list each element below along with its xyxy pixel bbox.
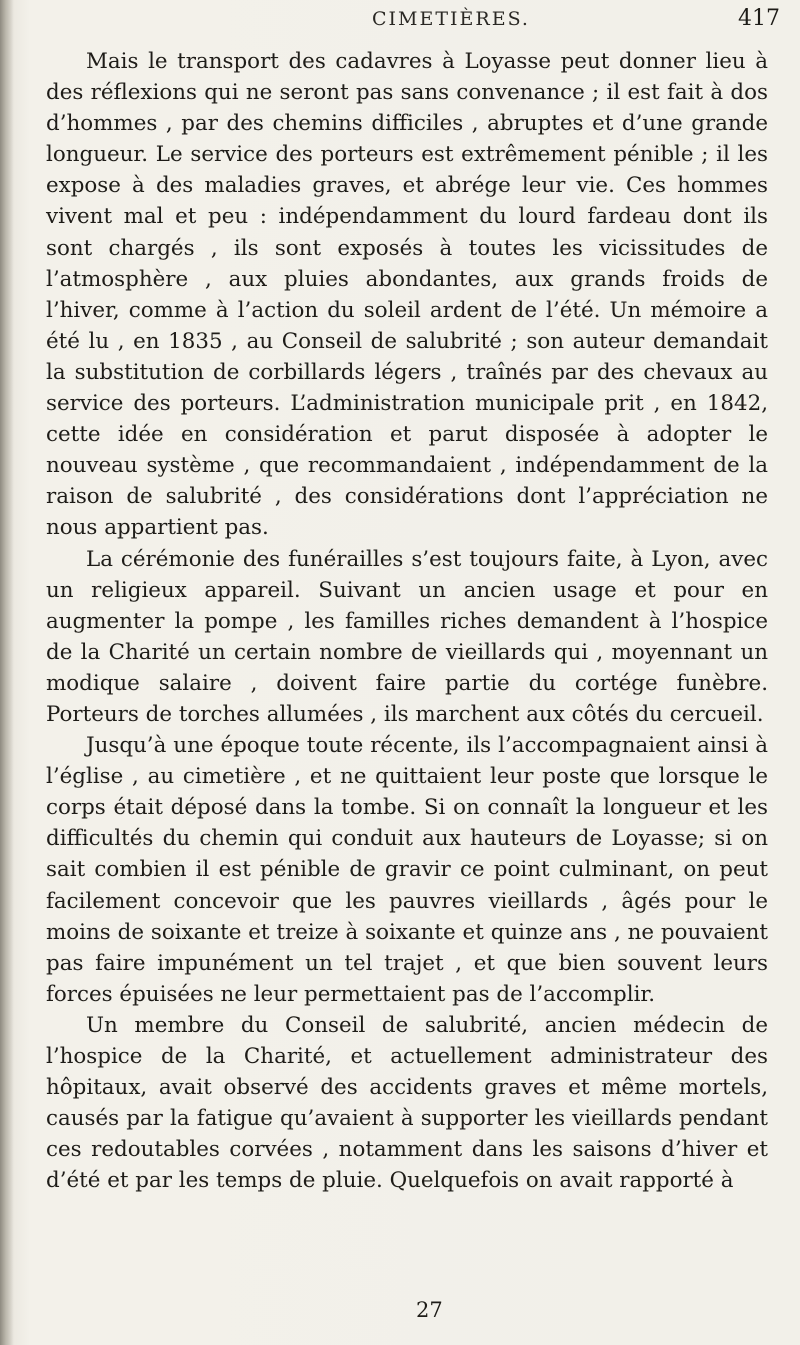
paragraph-ceremonie-funerailles: La cérémonie des funérailles s’est toujours faite, à Lyon, avec un religieux appareil. Suivant un ancien usage et pour en augmenter la pompe , les familles riches demandent à l’hospice de la Charité un certain nombre de vieillards qui , moyennant un modique salaire , doivent faire partie du cortége funèbre. Porteurs de torches allumées , ils marchent aux côtés du cercueil. xyxy=(46,546,768,727)
binding-gutter-shadow xyxy=(0,0,14,1345)
paragraph-membre-conseil: Un membre du Conseil de salubrité, ancien médecin de l’hospice de la Charité, et actuellement administrateur des hôpitaux, avait observé des accidents graves et même mortels, causés par la fatigue qu’avaient à supporter les vieillards pendant ces redoutables corvées , notamment dans les saisons d’hiver et d’été et par les temps de pluie. Quelquefois on avait rapporté à xyxy=(46,1012,768,1194)
paragraph-vieillards-cortege: Jusqu’à une époque toute récente, ils l’accompagnaient ainsi à l’église , au cimetière , et ne quittaient leur poste que lorsque le corps était déposé dans la tombe. Si on connaît la longueur et les difficultés du chemin qui conduit aux hauteurs de Loyasse; si on sait combien il est pénible de gravir ce point culminant, on peut facilement concevoir que les pauvres vieillards , âgés pour le moins de soixante et treize à soixante et quinze ans , ne pouvaient pas faire impunément un tel trajet , et que bien souvent leurs forces épuisées ne leur permettaient pas de l’accomplir. xyxy=(46,733,768,1007)
running-title: CIMETIÈRES. xyxy=(372,8,530,30)
signature-mark: 27 xyxy=(416,1298,443,1322)
page-number: 417 xyxy=(738,6,780,31)
body-text xyxy=(46,46,768,1196)
paragraph-transport-porteurs: Mais le transport des cadavres à Loyasse peut donner lieu à des réflexions qui ne seront pas sans convenance ; il est fait à dos d’hommes , par des chemins difficiles , abruptes et d’une grande longueur. Le service des porteurs est extrêmement pénible ; il les expose à des maladies graves, et abrége leur vie. Ces hommes vivent mal et peu : indépendamment du lourd fardeau dont ils sont chargés , ils sont exposés à toutes les vicissitudes de l’atmosphère , aux pluies abondantes, aux grands froids de l’hiver, comme à l’action du soleil ardent de l’été. Un mémoire a été lu , en 1835 , au Conseil de salubrité ; son auteur demandait la substitution de corbillards légers , traînés par des chevaux au service des porteurs. L’administration municipale prit , en 1842, cette idée en considération et parut disposée à adopter le nouveau système , que recommandaient , indépendamment de la raison de salubrité , des considérations dont l’appréciation ne nous appartient pas. xyxy=(46,49,768,541)
running-header xyxy=(60,4,780,36)
